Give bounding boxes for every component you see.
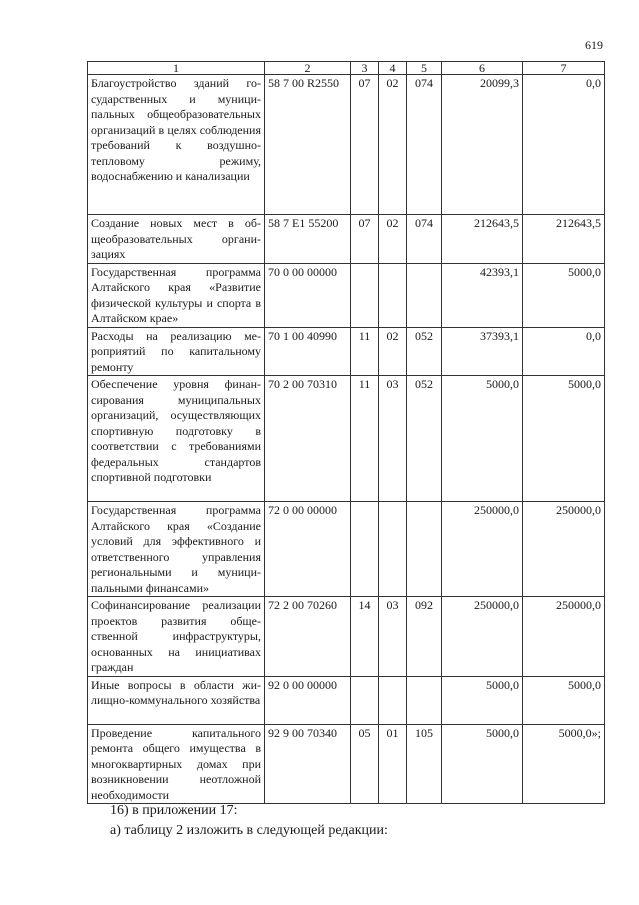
row-section: 07 (351, 215, 379, 264)
row-amount-total: 212643,5 (442, 215, 523, 264)
table-row (88, 502, 605, 597)
row-code: 70 2 00 70310 (265, 376, 351, 502)
row-name: Обеспечение уровня финансирования муниципальных организаций, осуществляющих спортивную подготовку в соответствии с требованиями федеральных стандартов спортивной подготовки (88, 376, 265, 502)
row-code: 72 2 00 70260 (265, 597, 351, 677)
row-section (351, 263, 379, 327)
row-subsection: 02 (379, 327, 407, 376)
row-amount-federal: 5000,0»; (523, 724, 605, 804)
column-header: 6 (442, 62, 523, 75)
row-name: Проведение капитального ремонта общего имущества в многоквартирных домах при возникновении неотложной необходимости (88, 724, 265, 804)
table-header-row (88, 62, 605, 75)
table-row (88, 376, 605, 502)
row-expense-type: 105 (407, 724, 442, 804)
row-amount-federal: 212643,5 (523, 215, 605, 264)
column-header: 3 (351, 62, 379, 75)
row-code: 70 1 00 40990 (265, 327, 351, 376)
row-name: Иные вопросы в области жилищно-коммунального хозяйства (88, 676, 265, 724)
row-subsection: 03 (379, 376, 407, 502)
row-amount-total: 5000,0 (442, 724, 523, 804)
row-subsection: 01 (379, 724, 407, 804)
table-row (88, 75, 605, 215)
row-amount-federal: 250000,0 (523, 502, 605, 597)
row-section: 11 (351, 327, 379, 376)
row-section: 05 (351, 724, 379, 804)
budget-table (87, 61, 605, 804)
row-subsection: 02 (379, 75, 407, 215)
row-expense-type: 052 (407, 376, 442, 502)
column-header: 7 (523, 62, 605, 75)
row-expense-type (407, 676, 442, 724)
row-expense-type: 074 (407, 215, 442, 264)
row-amount-total: 20099,3 (442, 75, 523, 215)
row-amount-federal: 5000,0 (523, 676, 605, 724)
row-subsection (379, 263, 407, 327)
row-amount-total: 5000,0 (442, 376, 523, 502)
table-row (88, 724, 605, 804)
column-header: 2 (265, 62, 351, 75)
column-header: 5 (407, 62, 442, 75)
row-subsection: 02 (379, 215, 407, 264)
row-subsection: 03 (379, 597, 407, 677)
column-header: 4 (379, 62, 407, 75)
row-amount-federal: 250000,0 (523, 597, 605, 677)
row-subsection (379, 502, 407, 597)
table-row (88, 676, 605, 724)
row-subsection (379, 676, 407, 724)
amendment-subitem: а) таблицу 2 изложить в следующей редакции: (110, 823, 388, 838)
amendment-item: 16) в приложении 17: (110, 803, 238, 818)
row-amount-federal: 0,0 (523, 75, 605, 215)
row-amount-federal: 5000,0 (523, 263, 605, 327)
row-amount-federal: 0,0 (523, 327, 605, 376)
row-amount-total: 37393,1 (442, 327, 523, 376)
row-expense-type: 052 (407, 327, 442, 376)
table-row (88, 597, 605, 677)
row-section: 11 (351, 376, 379, 502)
row-name: Софинансирование реализации проектов развития общественной инфраструктуры, основанных на инициативах граждан (88, 597, 265, 677)
row-expense-type: 074 (407, 75, 442, 215)
row-name: Создание новых мест в общеобразовательных организациях (88, 215, 265, 264)
row-expense-type (407, 263, 442, 327)
row-amount-federal: 5000,0 (523, 376, 605, 502)
table-row (88, 327, 605, 376)
row-amount-total: 250000,0 (442, 502, 523, 597)
row-name: Государственная программа Алтайского края «Создание условий для эффективного и ответственного управления региональными и муниципальными финансами» (88, 502, 265, 597)
row-section (351, 502, 379, 597)
column-header: 1 (88, 62, 265, 75)
row-name: Расходы на реализацию мероприятий по капитальному ремонту (88, 327, 265, 376)
row-code: 92 9 00 70340 (265, 724, 351, 804)
table-row (88, 263, 605, 327)
page-number: 619 (585, 38, 603, 52)
row-section: 07 (351, 75, 379, 215)
row-code: 58 7 E1 55200 (265, 215, 351, 264)
row-amount-total: 42393,1 (442, 263, 523, 327)
row-name: Благоустройство зданий государственных и муниципальных общеобразовательных организаций в целях соблюдения требований к воздушно-тепловому режиму, водоснабжению и канализации (88, 75, 265, 215)
table-row (88, 215, 605, 264)
row-amount-total: 5000,0 (442, 676, 523, 724)
row-name: Государственная программа Алтайского края «Развитие физической культуры и спорта в Алтайском крае» (88, 263, 265, 327)
row-code: 58 7 00 R2550 (265, 75, 351, 215)
row-code: 72 0 00 00000 (265, 502, 351, 597)
row-section (351, 676, 379, 724)
row-section: 14 (351, 597, 379, 677)
row-amount-total: 250000,0 (442, 597, 523, 677)
row-code: 70 0 00 00000 (265, 263, 351, 327)
row-expense-type: 092 (407, 597, 442, 677)
row-expense-type (407, 502, 442, 597)
row-code: 92 0 00 00000 (265, 676, 351, 724)
